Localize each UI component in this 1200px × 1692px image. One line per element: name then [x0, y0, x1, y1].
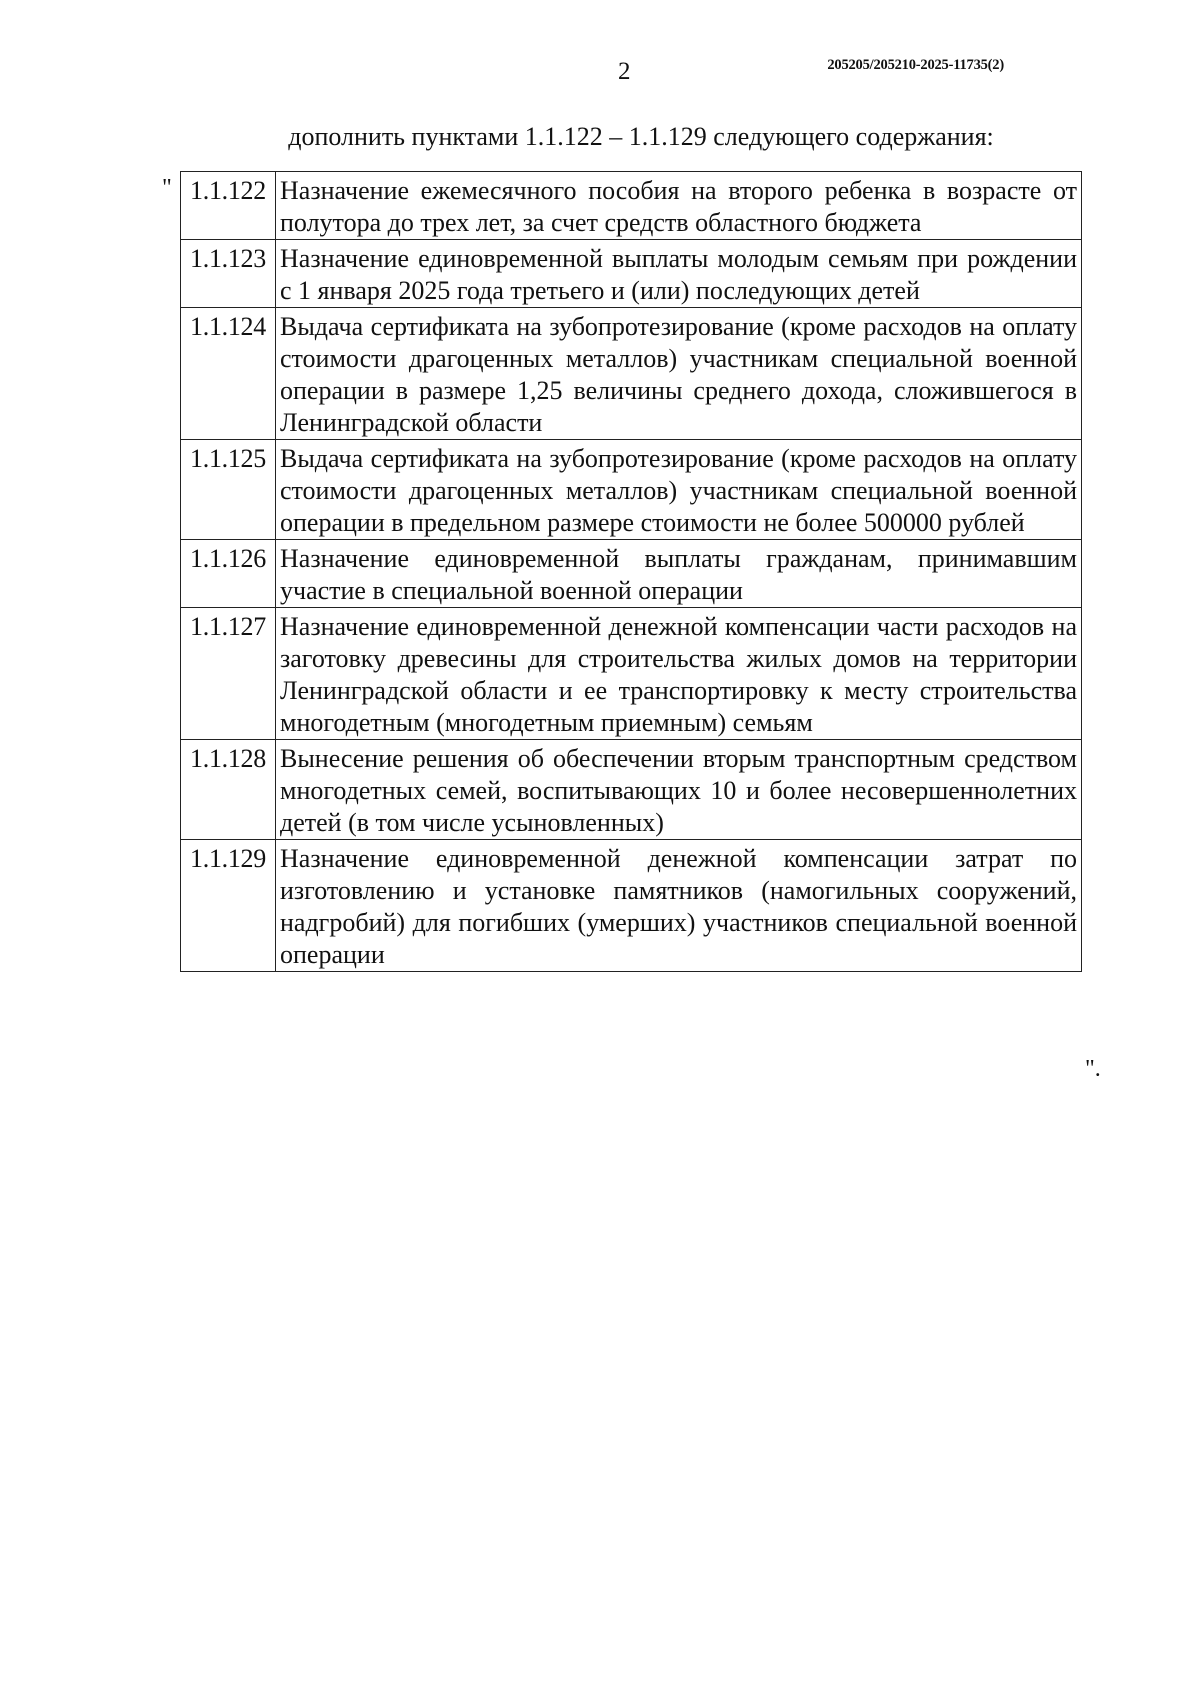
item-description: Назначение единовременной денежной компенсации части расходов на заготовку древесины для строительства жилых домов на территории Ленинградской области и ее транспортировку к месту строительства многодетным (многодетным приемным) семьям — [276, 608, 1082, 740]
item-number: 1.1.124 — [181, 308, 276, 440]
table-row — [181, 608, 1082, 740]
item-description: Вынесение решения об обеспечении вторым транспортным средством многодетных семей, воспитывающих 10 и более несовершеннолетних детей (в том числе усыновленных) — [276, 740, 1082, 840]
item-number: 1.1.122 — [181, 172, 276, 240]
table-row — [181, 172, 1082, 240]
item-description: Назначение единовременной денежной компенсации затрат по изготовлению и установке памятников (намогильных сооружений, надгробий) для погибших (умерших) участников специальной военной операции — [276, 840, 1082, 972]
item-number: 1.1.129 — [181, 840, 276, 972]
item-number: 1.1.125 — [181, 440, 276, 540]
item-description: Назначение единовременной выплаты гражданам, принимавшим участие в специальной военной операции — [276, 540, 1082, 608]
closing-quote: ". — [1085, 1056, 1101, 1082]
document-code: 205205/205210-2025-11735(2) — [827, 57, 1004, 73]
item-description: Выдача сертификата на зубопротезирование (кроме расходов на оплату стоимости драгоценных металлов) участникам специальной военной операции в размере 1,25 величины среднего дохода, сложившегося в Ленинградской области — [276, 308, 1082, 440]
opening-quote: " — [162, 175, 172, 201]
item-number: 1.1.126 — [181, 540, 276, 608]
item-description: Выдача сертификата на зубопротезирование (кроме расходов на оплату стоимости драгоценных металлов) участникам специальной военной операции в предельном размере стоимости не более 500000 рублей — [276, 440, 1082, 540]
table-row — [181, 440, 1082, 540]
intro-text: дополнить пунктами 1.1.122 – 1.1.129 следующего содержания: — [288, 122, 994, 151]
item-description: Назначение единовременной выплаты молодым семьям при рождении с 1 января 2025 года третьего и (или) последующих детей — [276, 240, 1082, 308]
item-number: 1.1.128 — [181, 740, 276, 840]
items-table — [180, 171, 1082, 972]
table-row — [181, 740, 1082, 840]
table-row — [181, 308, 1082, 440]
item-number: 1.1.123 — [181, 240, 276, 308]
table-row — [181, 540, 1082, 608]
item-description: Назначение ежемесячного пособия на второго ребенка в возрасте от полутора до трех лет, за счет средств областного бюджета — [276, 172, 1082, 240]
table-row — [181, 840, 1082, 972]
page-number: 2 — [618, 58, 631, 85]
table-row — [181, 240, 1082, 308]
item-number: 1.1.127 — [181, 608, 276, 740]
